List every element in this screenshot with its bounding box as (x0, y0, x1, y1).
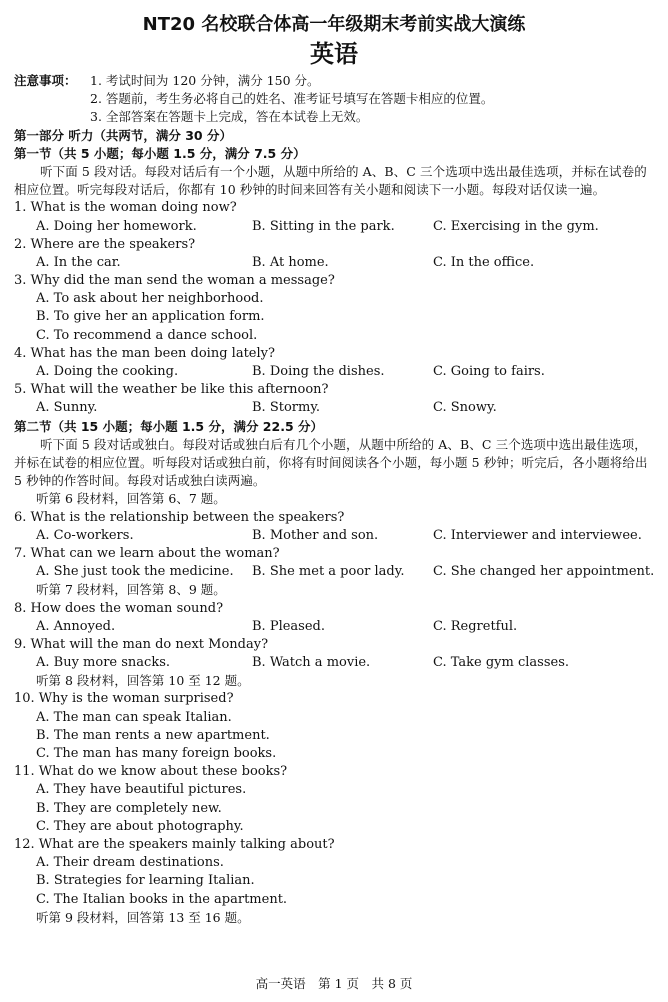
question-1: 1. What is the woman doing now? (14, 200, 237, 216)
option-a: A. Annoyed. (36, 618, 116, 634)
option-c: C. Exercising in the gym. (433, 218, 599, 234)
option-c: C. Take gym classes. (433, 655, 570, 671)
notice-block (14, 72, 659, 127)
option-a: A. To ask about her neighborhood. (36, 291, 264, 307)
listening-prompt: 听第 6 段材料，回答第 6、7 题。 (36, 491, 226, 507)
option-a: A. Buy more snacks. (36, 655, 171, 671)
section1-heading: 第一节（共 5 小题；每小题 1.5 分，满分 7.5 分） (14, 145, 306, 161)
question-9-options (14, 654, 659, 672)
option-c: C. Snowy. (433, 400, 497, 416)
question-11: 11. What do we know about these books? (14, 764, 288, 780)
question-6-options (14, 527, 659, 545)
listening-prompt: 听第 9 段材料，回答第 13 至 16 题。 (36, 909, 250, 925)
notice-item: 2. 答题前，考生务必将自己的姓名、准考证号填写在答题卡相应的位置。 (90, 91, 494, 107)
option-b: B. Pleased. (252, 618, 325, 634)
option-b: B. Watch a movie. (252, 655, 371, 671)
notice-label: 注意事项： (14, 73, 77, 88)
option-c: C. To recommend a dance school. (36, 327, 258, 343)
option-b: B. Strategies for learning Italian. (36, 873, 255, 889)
option-b: B. The man rents a new apartment. (36, 727, 270, 743)
option-a: A. Doing her homework. (36, 218, 197, 234)
question-4-options (14, 363, 659, 381)
option-b: B. At home. (252, 254, 329, 270)
question-2: 2. Where are the speakers? (14, 236, 196, 252)
option-c: C. Interviewer and interviewee. (433, 527, 642, 543)
option-c: C. The man has many foreign books. (36, 746, 277, 762)
option-a: A. She just took the medicine. (36, 564, 234, 580)
part1-heading: 第一部分 听力（共两节，满分 30 分） (14, 127, 232, 143)
section2-heading: 第二节（共 15 小题；每小题 1.5 分，满分 22.5 分） (14, 418, 323, 434)
page-footer: 高一英语 第 1 页 共 8 页 (255, 976, 413, 991)
notice-item: 3. 全部答案在答题卡上完成，答在本试卷上无效。 (90, 109, 369, 125)
option-c: C. In the office. (433, 254, 535, 270)
question-10: 10. Why is the woman surprised? (14, 691, 234, 707)
option-a: A. Their dream destinations. (36, 855, 224, 871)
question-1-options (14, 218, 659, 236)
notice-item: 1. 考试时间为 120 分钟，满分 150 分。 (90, 73, 320, 88)
listening-prompt: 听第 8 段材料，回答第 10 至 12 题。 (36, 673, 250, 689)
option-a: A. In the car. (36, 254, 121, 270)
exam-title: NT20 名校联合体高一年级期末考前实战大演练 (142, 14, 526, 35)
option-c: C. The Italian books in the apartment. (36, 891, 288, 907)
question-6: 6. What is the relationship between the speakers? (14, 509, 345, 525)
option-b: B. They are completely new. (36, 800, 222, 816)
option-b: B. To give her an application form. (36, 309, 265, 325)
option-b: B. Stormy. (252, 400, 321, 416)
question-7: 7. What can we learn about the woman? (14, 545, 280, 561)
question-8-options (14, 618, 659, 636)
option-b: B. Sitting in the park. (252, 218, 395, 234)
listening-prompt: 听第 7 段材料，回答第 8、9 题。 (36, 582, 226, 598)
option-c: C. Going to fairs. (433, 364, 545, 380)
section1-instructions: 听下面 5 段对话。每段对话后有一个小题，从题中所给的 A、B、C 三个选项中选出最佳选项，并标在试卷的相应位置。听完每段对话后，你都有 10 秒钟的时间来回答有关小题和阅读下一小题。每段对话仅读一遍。 (14, 163, 647, 198)
exam-body (14, 72, 659, 927)
question-2-options (14, 254, 659, 272)
question-5-options (14, 399, 659, 417)
option-b: B. Doing the dishes. (252, 364, 385, 380)
question-8: 8. How does the woman sound? (14, 600, 224, 616)
option-c: C. They are about photography. (36, 818, 244, 834)
option-c: C. Regretful. (433, 618, 518, 634)
option-b: B. Mother and son. (252, 527, 379, 543)
question-7-options (14, 563, 659, 581)
section2-instructions: 听下面 5 段对话或独白。每段对话或独白后有几个小题，从题中所给的 A、B、C 三个选项中选出最佳选项，并标在试卷的相应位置。听每段对话或独白前，你将有时间阅读各个小题，每小题 5 秒钟；听完后，各小题将给出 5 秒钟的作答时间。每段对话或独白读两遍。 (14, 436, 648, 489)
option-b: B. She met a poor lady. (252, 564, 405, 580)
question-12: 12. What are the speakers mainly talking about? (14, 836, 335, 852)
subject-title: 英语 (310, 40, 358, 68)
option-a: A. Doing the cooking. (36, 364, 179, 380)
question-9: 9. What will the man do next Monday? (14, 636, 269, 652)
question-3: 3. Why did the man send the woman a message? (14, 273, 335, 289)
option-a: A. Co-workers. (36, 527, 134, 543)
option-a: A. They have beautiful pictures. (36, 782, 247, 798)
option-c: C. She changed her appointment. (433, 564, 655, 580)
question-5: 5. What will the weather be like this afternoon? (14, 382, 329, 398)
option-a: A. The man can speak Italian. (36, 709, 232, 725)
question-4: 4. What has the man been doing lately? (14, 345, 275, 361)
option-a: A. Sunny. (36, 400, 98, 416)
